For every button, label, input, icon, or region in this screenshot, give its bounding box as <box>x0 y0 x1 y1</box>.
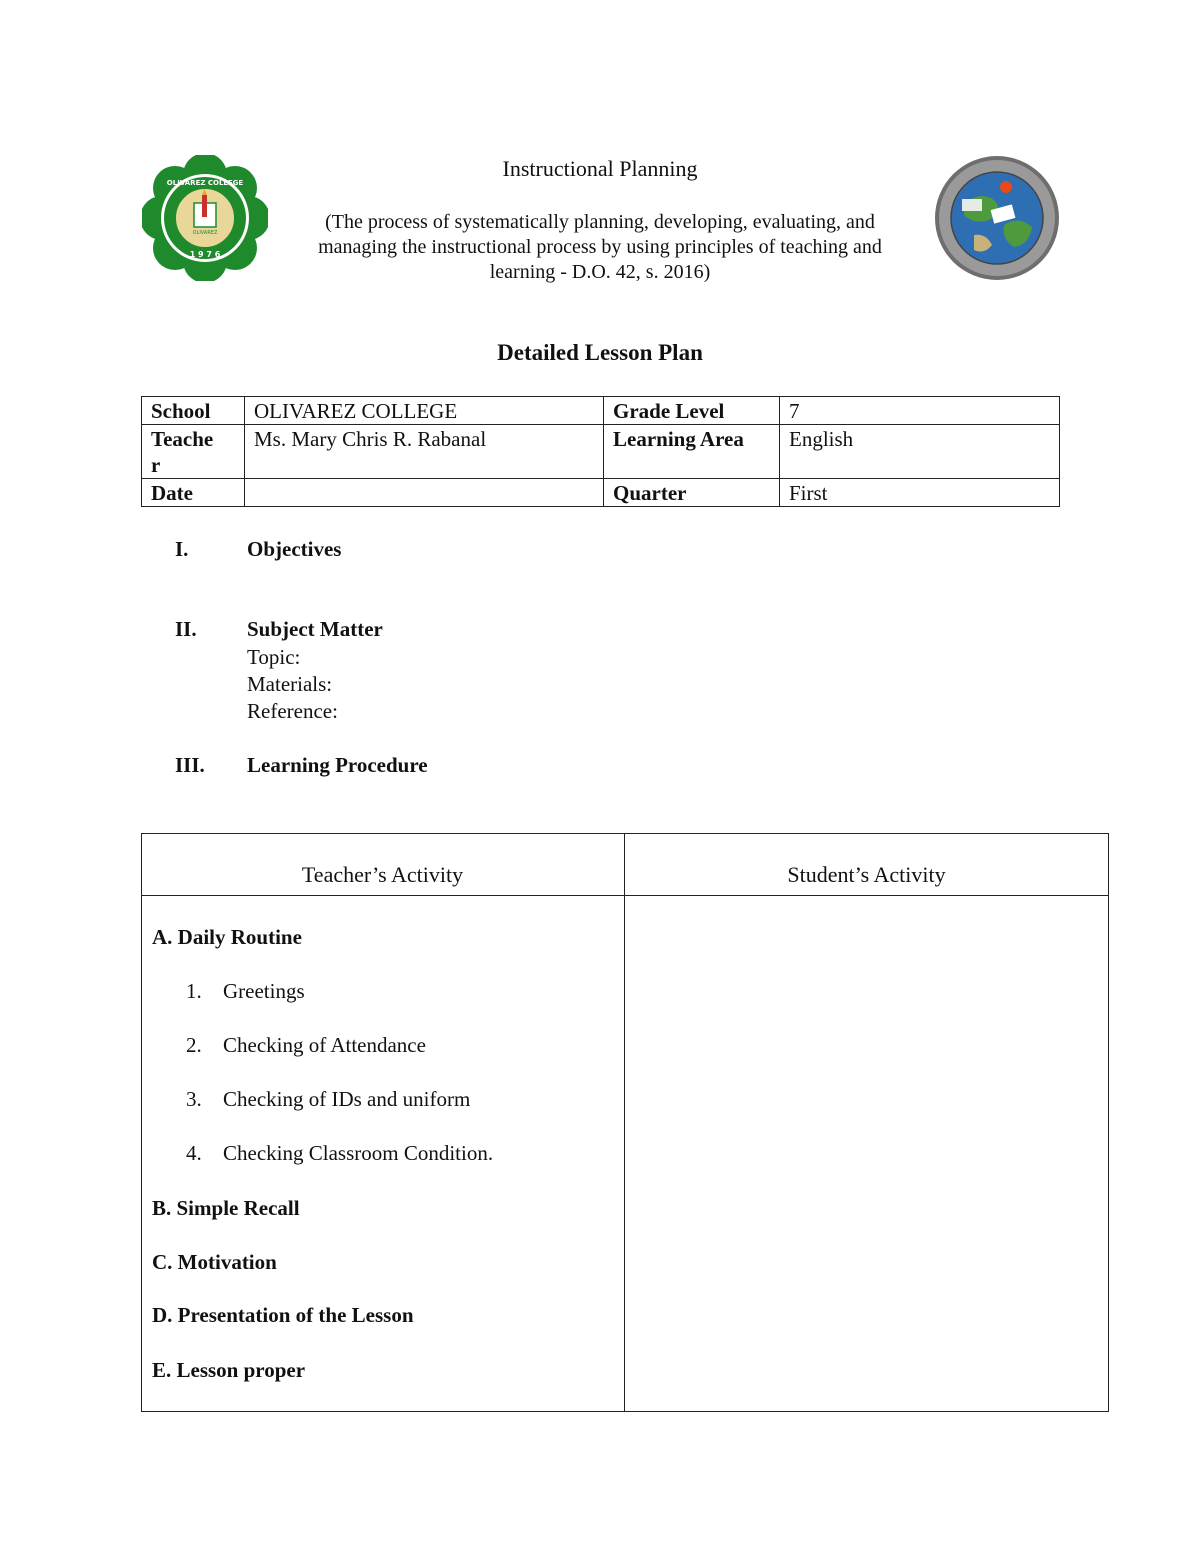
routine-item-greetings: Greetings <box>223 979 305 1003</box>
school-label: School <box>142 397 245 425</box>
lesson-info-table <box>141 396 1060 507</box>
procedure-table-column-divider <box>624 833 625 1412</box>
header-description-line: (The process of systematically planning, developing, evaluating, and <box>325 211 875 233</box>
presentation-heading: D. Presentation of the Lesson <box>152 1303 414 1327</box>
routine-item-number: 1. <box>186 979 202 1003</box>
section-title-objectives: Objectives <box>247 537 342 561</box>
header-description <box>282 210 918 285</box>
procedure-table-header-divider <box>141 895 1109 896</box>
reference-label: Reference: <box>247 699 338 723</box>
section-title-procedure: Learning Procedure <box>247 753 428 777</box>
quarter-value: First <box>780 479 1060 507</box>
motivation-heading: C. Motivation <box>152 1250 277 1274</box>
learning-area-value: English <box>780 425 1060 479</box>
school-value: OLIVAREZ COLLEGE <box>245 397 604 425</box>
teacher-activity-header: Teacher’s Activity <box>301 862 464 887</box>
education-seal-logo-icon <box>934 155 1060 281</box>
routine-item-classroom-condition: Checking Classroom Condition. <box>223 1141 494 1165</box>
materials-label: Materials: <box>247 672 333 696</box>
section-title-subject-matter: Subject Matter <box>247 617 383 641</box>
info-row-school <box>142 397 1060 425</box>
plan-title: Detailed Lesson Plan <box>497 340 703 365</box>
section-number-objectives: I. <box>175 537 189 561</box>
simple-recall-heading: B. Simple Recall <box>152 1196 300 1220</box>
section-number-procedure: III. <box>175 753 205 777</box>
routine-item-attendance: Checking of Attendance <box>223 1033 426 1057</box>
date-value <box>245 479 604 507</box>
header-description-line: learning - D.O. 42, s. 2016) <box>489 261 711 283</box>
section-number-subject-matter: II. <box>175 617 197 641</box>
routine-item-ids-uniform: Checking of IDs and uniform <box>223 1087 471 1111</box>
learning-area-label: Learning Area <box>604 425 780 479</box>
header-description-line: managing the instructional process by using principles of teaching and <box>318 236 882 258</box>
topic-label: Topic: <box>247 645 301 669</box>
info-row-teacher <box>142 425 1060 479</box>
grade-level-label: Grade Level <box>604 397 780 425</box>
daily-routine-heading: A. Daily Routine <box>152 925 302 949</box>
routine-item-number: 3. <box>186 1087 202 1111</box>
svg-text:OLIVAREZ COLLEGE: OLIVAREZ COLLEGE <box>166 179 244 187</box>
teacher-label <box>142 425 245 479</box>
info-row-date <box>142 479 1060 507</box>
teacher-value: Ms. Mary Chris R. Rabanal <box>245 425 604 479</box>
student-activity-header: Student’s Activity <box>787 862 946 887</box>
date-label: Date <box>142 479 245 507</box>
grade-level-value: 7 <box>780 397 1060 425</box>
lesson-proper-heading: E. Lesson proper <box>152 1358 306 1382</box>
svg-text:1 9 7 6: 1 9 7 6 <box>189 250 221 259</box>
svg-text:OLIVAREZ: OLIVAREZ <box>192 230 218 236</box>
quarter-label: Quarter <box>604 479 780 507</box>
olivarez-college-logo-icon <box>142 155 268 281</box>
teacher-label-line: Teache <box>151 427 214 451</box>
routine-item-number: 2. <box>186 1033 202 1057</box>
routine-item-number: 4. <box>186 1141 202 1165</box>
teacher-label-line: r <box>151 453 161 477</box>
header-title: Instructional Planning <box>502 156 698 181</box>
